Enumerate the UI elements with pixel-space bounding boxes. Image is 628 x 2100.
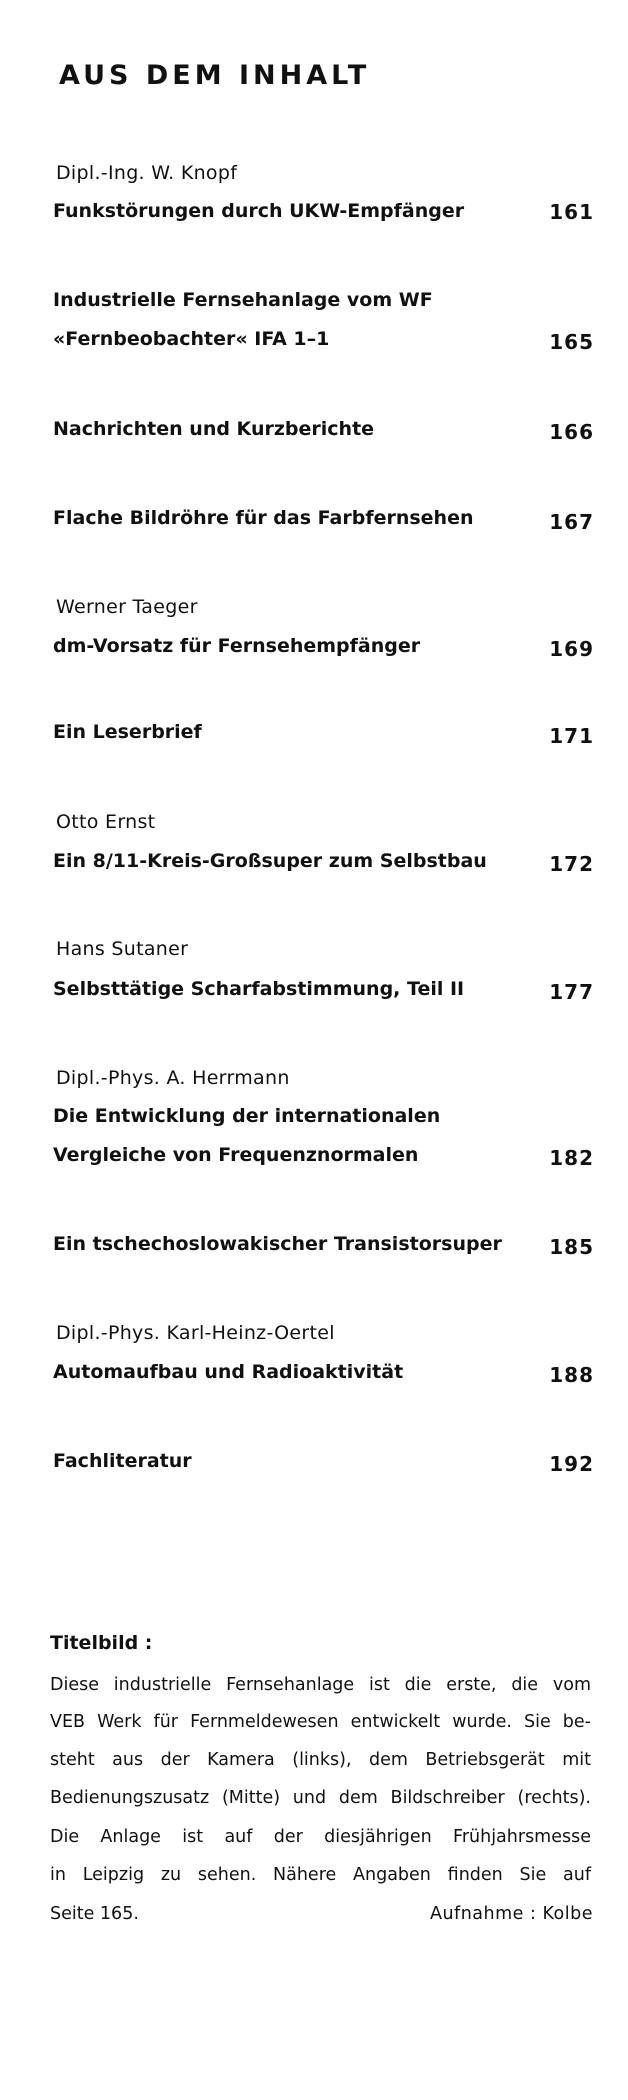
toc-page-number: 166 <box>549 420 594 444</box>
toc-title: Funkstörungen durch UKW-Empfänger <box>53 200 465 222</box>
toc-page-number: 177 <box>549 980 594 1004</box>
toc-title: Automaufbau und Radioaktivität <box>53 1361 404 1383</box>
toc-title: Ein Leserbrief <box>53 721 202 743</box>
toc-title: Flache Bildröhre für das Farbfernsehen <box>53 507 474 529</box>
caption-line: Bedienungszusatz (Mitte) und dem Bildschreiber (rechts). <box>50 1788 591 1808</box>
toc-title: Ein tschechoslowakischer Transistorsuper <box>53 1233 502 1255</box>
toc-page-number: 161 <box>549 200 594 224</box>
toc-title-line-2: «Fernbeobachter« IFA 1–1 <box>53 328 330 350</box>
toc-author: Otto Ernst <box>56 811 156 833</box>
toc-page-number: 185 <box>549 1235 594 1259</box>
titelbild-label: Titelbild : <box>50 1632 153 1654</box>
toc-title: Ein 8/11-Kreis-Großsuper zum Selbstbau <box>53 850 487 872</box>
toc-page-number: 169 <box>549 637 594 661</box>
caption-line: Diese industrielle Fernsehanlage ist die erste, die vom <box>50 1675 591 1695</box>
caption-line: Die Anlage ist auf der diesjährigen Frühjahrsmesse <box>50 1827 591 1847</box>
photo-credit: Aufnahme : Kolbe <box>429 1904 593 1924</box>
toc-author: Hans Sutaner <box>56 938 189 960</box>
toc-title: Fachliteratur <box>53 1450 192 1472</box>
page-heading: AUS DEM INHALT <box>59 60 371 91</box>
caption-line-last: Seite 165. <box>50 1904 139 1924</box>
caption-line: steht aus der Kamera (links), dem Betriebsgerät mit <box>50 1750 591 1770</box>
caption-line: VEB Werk für Fernmeldewesen entwickelt wurde. Sie be- <box>50 1712 591 1732</box>
toc-author: Dipl.-Ing. W. Knopf <box>56 162 238 184</box>
toc-author: Werner Taeger <box>56 596 198 618</box>
toc-title: Nachrichten und Kurzberichte <box>53 418 375 440</box>
caption-line: in Leipzig zu sehen. Nähere Angaben finden Sie auf <box>50 1865 591 1885</box>
toc-page-number: 182 <box>549 1146 594 1170</box>
toc-page-number: 171 <box>549 724 594 748</box>
toc-author: Dipl.-Phys. Karl-Heinz-Oertel <box>56 1322 335 1344</box>
toc-page-number: 188 <box>549 1363 594 1387</box>
toc-title: Selbsttätige Scharfabstimmung, Teil II <box>53 978 465 1000</box>
toc-title: dm-Vorsatz für Fernsehempfänger <box>53 635 421 657</box>
toc-title-line-2: Vergleiche von Frequenznormalen <box>53 1144 419 1166</box>
toc-author: Dipl.-Phys. A. Herrmann <box>56 1067 290 1089</box>
toc-title: Die Entwicklung der internationalen <box>53 1105 441 1127</box>
toc-page-number: 167 <box>549 510 594 534</box>
toc-title: Industrielle Fernsehanlage vom WF <box>53 289 433 311</box>
toc-page-number: 165 <box>549 330 594 354</box>
toc-page-number: 192 <box>549 1452 594 1476</box>
toc-page-number: 172 <box>549 852 594 876</box>
